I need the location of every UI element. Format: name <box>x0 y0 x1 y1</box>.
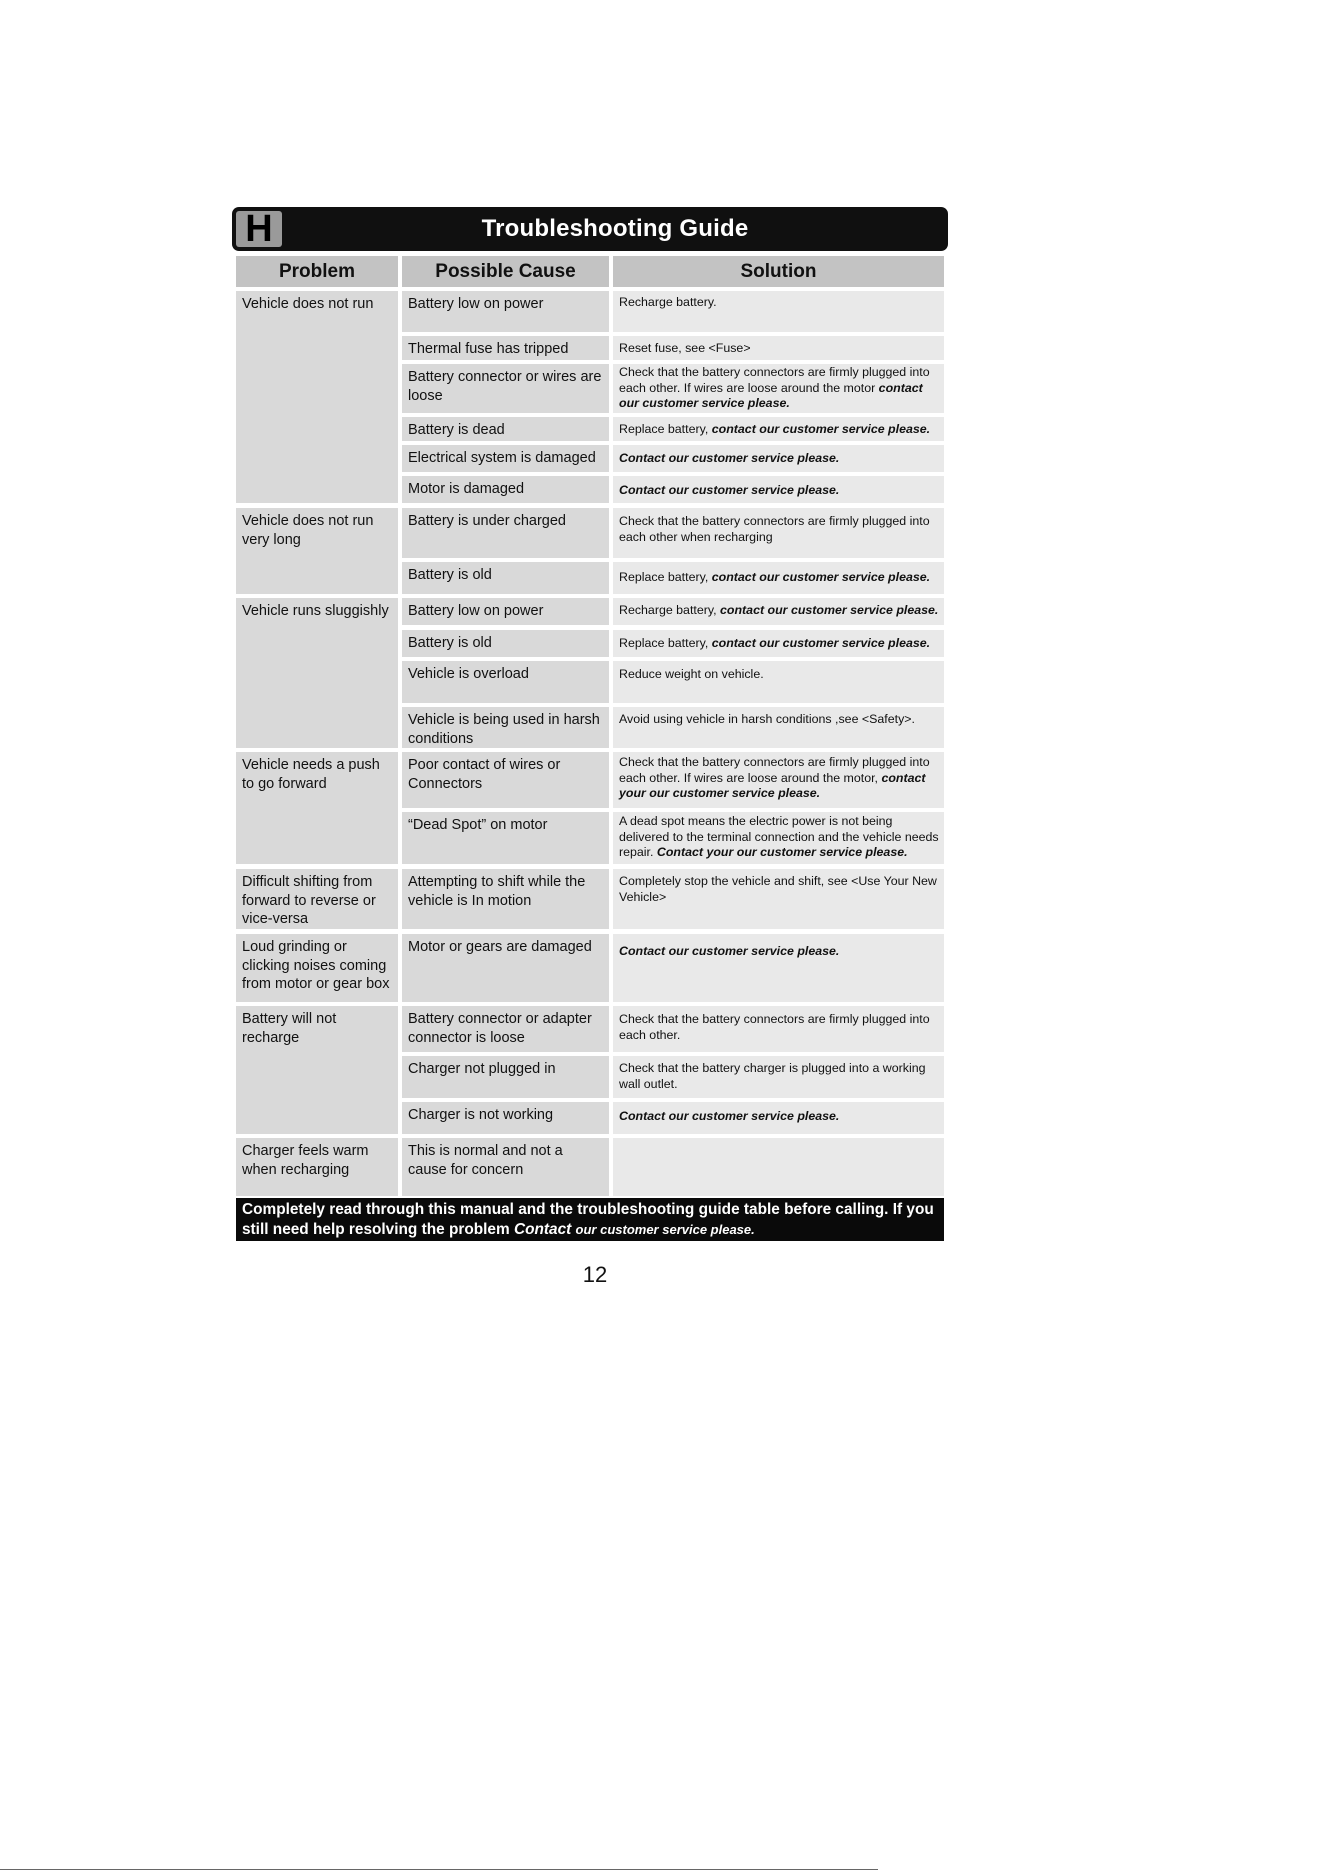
cause-text: Poor contact of wires or Connectors <box>408 757 561 792</box>
cause-cell <box>402 869 609 929</box>
problem-cell <box>236 598 398 748</box>
cause-text: Attempting to shift while the vehicle is In motion <box>408 874 586 909</box>
footer-note <box>236 1198 944 1241</box>
cause-text: Charger not plugged in <box>408 1061 556 1077</box>
problem-text: Vehicle does not run very long <box>242 513 374 548</box>
problem-cell <box>236 508 398 594</box>
page-title: Troubleshooting Guide <box>481 215 749 242</box>
footer-note-contact: Contact <box>513 1221 572 1238</box>
solution-emphasis: Contact our customer service please. <box>619 451 840 465</box>
cause-cell <box>402 562 609 594</box>
cause-cell <box>402 291 609 332</box>
column-header-cause: Possible Cause <box>402 256 609 287</box>
problem-text: Charger feels warm when recharging <box>242 1143 369 1178</box>
cause-text: Battery is old <box>408 567 492 583</box>
problem-text: Battery will not recharge <box>242 1011 337 1046</box>
cause-text: Battery is dead <box>408 422 505 438</box>
solution-text: Replace battery, <box>619 570 709 584</box>
cause-text: Battery is under charged <box>408 513 566 529</box>
solution-emphasis: contact our customer service please. <box>711 422 931 436</box>
solution-emphasis: Contact our customer service please. <box>619 1109 840 1123</box>
solution-text: Check that the battery connectors are firmly plugged into each other. If wires are loose around the motor <box>619 365 930 395</box>
problem-cell <box>236 1006 398 1134</box>
problem-text: Loud grinding or clicking noises coming from motor or gear box <box>242 939 390 992</box>
cause-text: Charger is not working <box>408 1107 554 1123</box>
cause-cell <box>402 1006 609 1052</box>
solution-text: Check that the battery connectors are firmly plugged into each other when recharging <box>619 514 930 544</box>
cause-text: “Dead Spot” on motor <box>408 817 548 833</box>
solution-cell <box>613 291 944 332</box>
problem-cell <box>236 869 398 929</box>
problem-cell <box>236 291 398 503</box>
solution-cell <box>613 1102 944 1134</box>
bottom-divider <box>0 1869 878 1870</box>
cause-text: Motor or gears are damaged <box>408 939 592 955</box>
column-header-solution: Solution <box>613 256 944 287</box>
column-header-problem: Problem <box>236 256 398 287</box>
problem-cell <box>236 934 398 1002</box>
solution-cell <box>613 417 944 441</box>
problem-text: Vehicle does not run <box>242 296 374 312</box>
cause-cell <box>402 1138 609 1196</box>
footer-note-service: our customer service please. <box>575 1222 755 1237</box>
cause-text: This is normal and not a cause for concern <box>408 1143 563 1178</box>
cause-cell <box>402 812 609 864</box>
cause-cell <box>402 661 609 703</box>
footer-note-text: Completely read through this manual and the troubleshooting guide table before calling. If you still need help resolving the problem <box>242 1201 934 1238</box>
cause-text: Motor is damaged <box>408 481 525 497</box>
cause-text: Battery low on power <box>408 296 544 312</box>
solution-cell <box>613 1138 944 1196</box>
cause-text: Vehicle is overload <box>408 666 529 682</box>
cause-text: Battery connector or wires are loose <box>408 369 602 404</box>
cause-cell <box>402 476 609 503</box>
solution-cell <box>613 476 944 503</box>
cause-cell <box>402 598 609 625</box>
solution-text: Completely stop the vehicle and shift, see <Use Your New Vehicle> <box>619 874 937 904</box>
solution-text: Check that the battery connectors are firmly plugged into each other. If wires are loose around the motor, <box>619 755 930 785</box>
solution-text: A dead spot means the electric power is not being delivered to the terminal connection and the vehicle needs repair. <box>619 814 939 860</box>
solution-text: Recharge battery. <box>619 295 717 309</box>
solution-text: Replace battery, <box>619 422 709 436</box>
solution-cell <box>613 445 944 472</box>
solution-emphasis: Contact our customer service please. <box>619 483 840 497</box>
cause-text: Battery connector or adapter connector is loose <box>408 1011 592 1046</box>
solution-emphasis: Contact our customer service please. <box>619 944 840 958</box>
solution-cell <box>613 752 944 808</box>
problem-text: Vehicle needs a push to go forward <box>242 757 380 792</box>
solution-cell <box>613 630 944 657</box>
solution-emphasis: contact our customer service please. <box>711 570 931 584</box>
solution-cell <box>613 707 944 748</box>
solution-cell <box>613 869 944 929</box>
cause-text: Thermal fuse has tripped <box>408 341 569 357</box>
solution-cell <box>613 934 944 1002</box>
cause-cell <box>402 1102 609 1134</box>
solution-emphasis: contact your our customer service please. <box>619 770 926 801</box>
problem-text: Difficult shifting from forward to reverse or vice-versa <box>242 874 376 927</box>
solution-cell <box>613 812 944 864</box>
cause-text: Vehicle is being used in harsh conditions <box>408 712 600 747</box>
solution-cell <box>613 1006 944 1052</box>
cause-text: Battery low on power <box>408 603 544 619</box>
cause-text: Battery is old <box>408 635 492 651</box>
solution-cell <box>613 598 944 625</box>
solution-text: Check that the battery charger is plugged into a working wall outlet. <box>619 1061 926 1091</box>
cause-cell <box>402 445 609 472</box>
section-header-bar <box>232 207 948 251</box>
cause-cell <box>402 364 609 413</box>
solution-text: Recharge battery, <box>619 603 717 617</box>
cause-cell <box>402 336 609 360</box>
cause-cell <box>402 707 609 748</box>
solution-cell <box>613 508 944 558</box>
solution-text: Check that the battery connectors are firmly plugged into each other. <box>619 1012 930 1042</box>
solution-cell <box>613 661 944 703</box>
solution-cell <box>613 364 944 413</box>
cause-cell <box>402 630 609 657</box>
cause-cell <box>402 752 609 808</box>
problem-text: Vehicle runs sluggishly <box>242 603 389 619</box>
solution-cell <box>613 1056 944 1098</box>
solution-emphasis: contact our customer service please. <box>619 380 923 411</box>
solution-text: Reduce weight on vehicle. <box>619 667 764 681</box>
solution-text: Replace battery, <box>619 636 709 650</box>
solution-emphasis: contact our customer service please. <box>711 636 931 650</box>
solution-text: Avoid using vehicle in harsh conditions ,see <Safety>. <box>619 712 915 726</box>
cause-cell <box>402 934 609 1002</box>
page-number: 12 <box>582 1262 608 1287</box>
solution-emphasis: contact our customer service please. <box>720 603 939 617</box>
cause-text: Electrical system is damaged <box>408 450 596 466</box>
solution-text: Reset fuse, see <Fuse> <box>619 341 751 355</box>
cause-cell <box>402 508 609 558</box>
problem-cell <box>236 752 398 864</box>
problem-cell <box>236 1138 398 1196</box>
section-letter: H <box>236 211 282 247</box>
cause-cell <box>402 1056 609 1098</box>
solution-cell <box>613 336 944 360</box>
cause-cell <box>402 417 609 441</box>
solution-emphasis: Contact your our customer service please. <box>656 845 908 860</box>
solution-cell <box>613 562 944 594</box>
